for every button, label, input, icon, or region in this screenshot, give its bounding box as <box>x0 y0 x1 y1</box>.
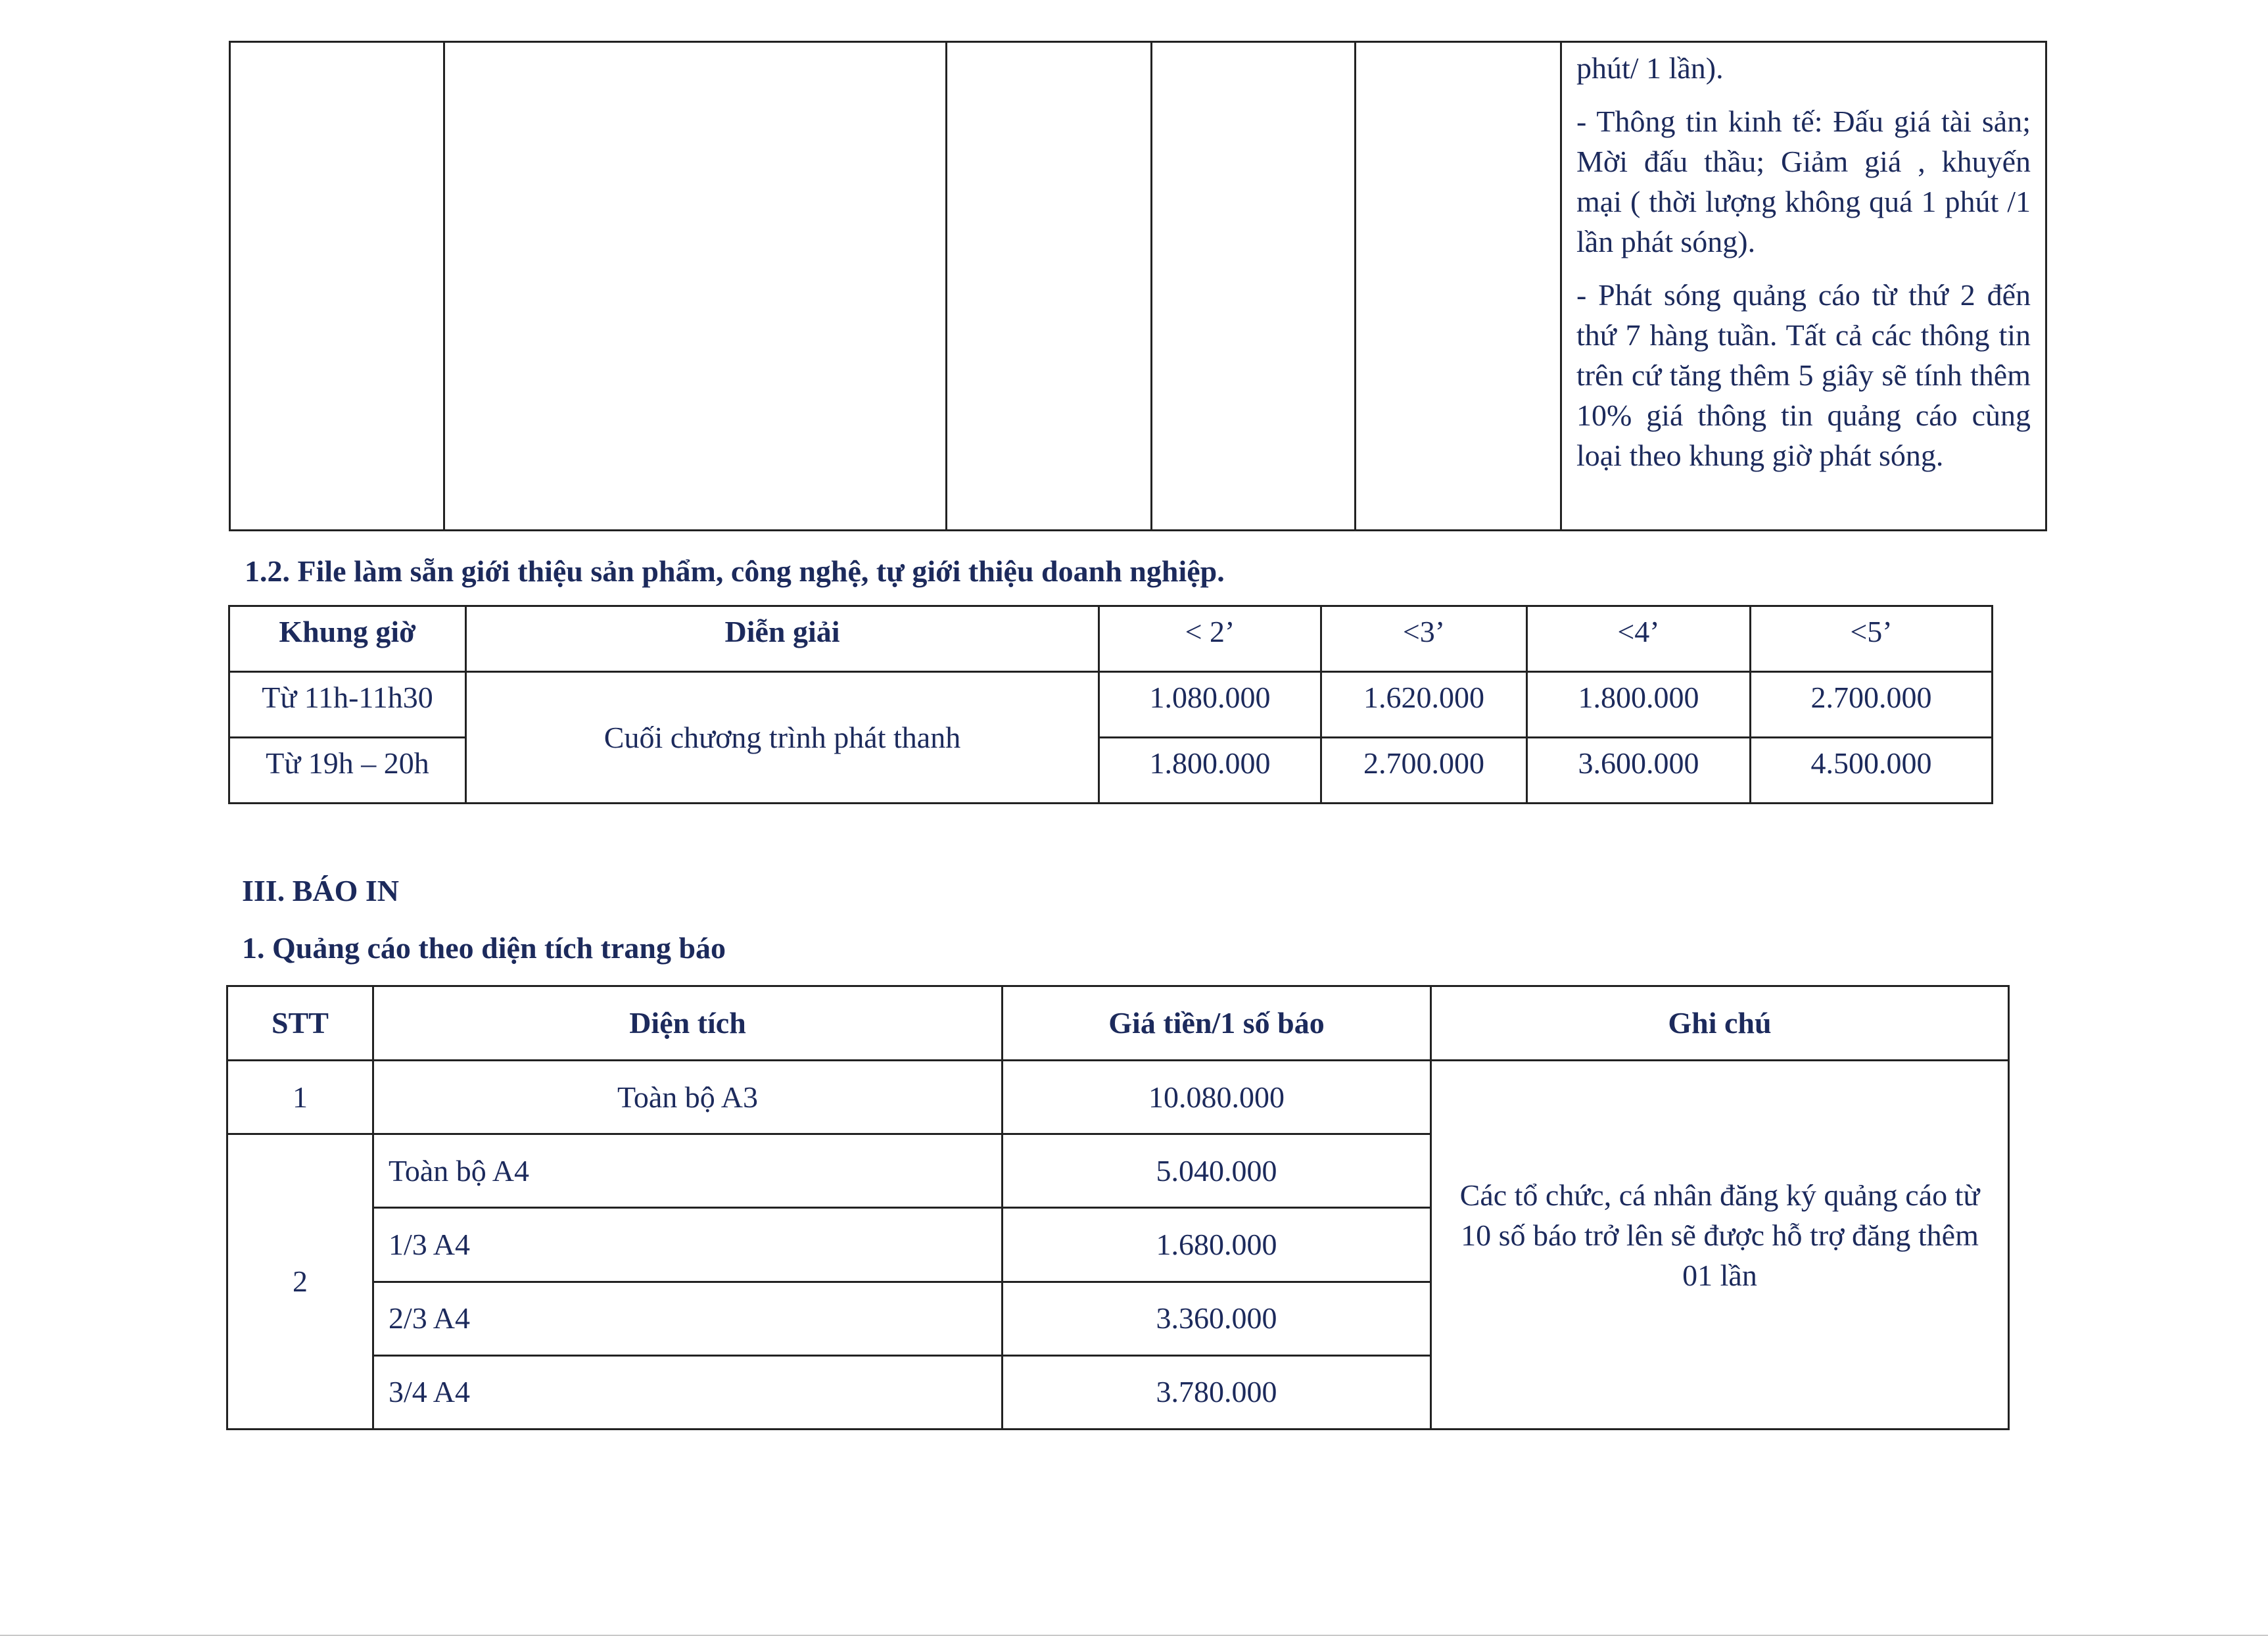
note-paragraph: - Phát sóng quảng cáo từ thứ 2 đến thứ 7 hàng tuần. Tất cả các thông tin trên cứ tăng thêm 5 giây sẽ tính thêm 10% giá thông tin quảng cáo cùng loại theo khung giờ phát sóng. <box>1576 278 2031 472</box>
price-cell: 5.040.000 <box>1003 1134 1431 1208</box>
empty-cell <box>444 42 947 531</box>
col-header-under-4: <4’ <box>1527 606 1751 672</box>
price-cell: 1.800.000 <box>1527 672 1751 738</box>
area-cell: 1/3 A4 <box>373 1208 1003 1282</box>
note-paragraph: - Thông tin kinh tế: Đấu giá tài sản; Mời đấu thầu; Giảm giá , khuyến mại ( thời lượng không quá 1 phút /1 lần phát sóng). <box>1576 105 2031 258</box>
table-row <box>227 1061 2009 1134</box>
time-slot-cell: Từ 19h – 20h <box>229 738 466 804</box>
print-ad-pricing-table <box>226 985 2010 1430</box>
empty-cell <box>230 42 444 531</box>
area-cell: 2/3 A4 <box>373 1282 1003 1355</box>
area-cell: Toàn bộ A4 <box>373 1134 1003 1208</box>
col-header-under-5: <5’ <box>1751 606 1993 672</box>
price-cell: 3.780.000 <box>1003 1355 1431 1429</box>
note-paragraph: phút/ 1 lần). <box>1576 51 1724 85</box>
col-header-area: Diện tích <box>373 986 1003 1061</box>
notes-cell <box>1561 42 2046 531</box>
table-row <box>229 672 1993 738</box>
price-cell: 4.500.000 <box>1751 738 1993 804</box>
description-cell: Cuối chương trình phát thanh <box>466 672 1099 804</box>
top-continuation-table <box>229 41 2047 531</box>
note-cell: Các tổ chức, cá nhân đăng ký quảng cáo từ 10 số báo trở lên sẽ được hỗ trợ đăng thêm 01 lần <box>1431 1061 2009 1430</box>
price-cell: 10.080.000 <box>1003 1061 1431 1134</box>
col-header-under-3: <3’ <box>1321 606 1527 672</box>
file-pricing-table <box>228 605 1993 804</box>
empty-cell <box>1356 42 1561 531</box>
col-header-under-2: < 2’ <box>1099 606 1321 672</box>
col-header-time-slot: Khung giờ <box>229 606 466 672</box>
price-cell: 2.700.000 <box>1321 738 1527 804</box>
col-header-description: Diễn giải <box>466 606 1099 672</box>
price-cell: 1.680.000 <box>1003 1208 1431 1282</box>
section-1-2-heading: 1.2. File làm sẵn giới thiệu sản phẩm, công nghệ, tự giới thiệu doanh nghiệp. <box>245 554 1225 588</box>
col-header-stt: STT <box>227 986 373 1061</box>
price-cell: 2.700.000 <box>1751 672 1993 738</box>
area-cell: Toàn bộ A3 <box>373 1061 1003 1134</box>
section-iii-heading: III. BÁO IN <box>242 874 400 907</box>
col-header-note: Ghi chú <box>1431 986 2009 1061</box>
col-header-price: Giá tiền/1 số báo <box>1003 986 1431 1061</box>
price-cell: 1.080.000 <box>1099 672 1321 738</box>
price-cell: 1.800.000 <box>1099 738 1321 804</box>
price-cell: 3.360.000 <box>1003 1282 1431 1355</box>
stt-cell: 2 <box>227 1134 373 1430</box>
section-iii-subheading: 1. Quảng cáo theo diện tích trang báo <box>242 931 726 965</box>
price-cell: 3.600.000 <box>1527 738 1751 804</box>
price-cell: 1.620.000 <box>1321 672 1527 738</box>
empty-cell <box>947 42 1152 531</box>
time-slot-cell: Từ 11h-11h30 <box>229 672 466 738</box>
stt-cell: 1 <box>227 1061 373 1134</box>
area-cell: 3/4 A4 <box>373 1355 1003 1429</box>
empty-cell <box>1152 42 1356 531</box>
